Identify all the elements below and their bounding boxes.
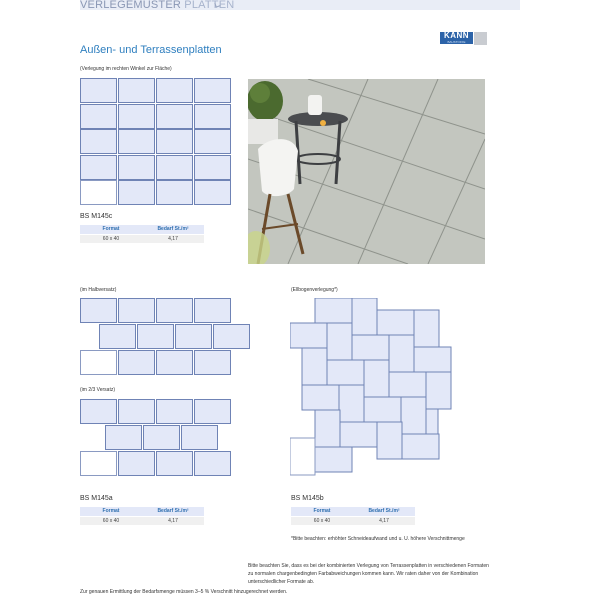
slab-tile: [156, 399, 193, 424]
herringbone-slab: [327, 323, 352, 360]
spec-header-bedarf: Bedarf St./m²: [142, 507, 204, 516]
slab-tile: [156, 180, 193, 205]
pattern3-grid: [80, 399, 232, 477]
slab-tile: [156, 104, 193, 129]
herringbone-slab: [426, 409, 438, 434]
pattern4-grid: [290, 298, 455, 478]
slab-tile: [80, 298, 117, 323]
herringbone-slab: [426, 372, 451, 409]
terrace-photo-illustration: [248, 79, 485, 264]
pattern2-grid: [80, 298, 250, 376]
slab-tile: [194, 399, 231, 424]
slab-tile: [194, 451, 231, 476]
slab-tile: [156, 451, 193, 476]
color-variation-note: Bitte beachten Sie, dass es bei der kombinierten Verlegung von Terrassenplatten in verschiedenen Formaten zu normalen chargenbedingten Farbabweichungen kommen kann. Wir raten daher von der Kombination unterschiedlicher Formate ab.: [248, 563, 489, 585]
cutting-hint: *Bitte beachten: erhöhter Schneideaufwand und u. U. höhere Verschnittmenge: [291, 536, 465, 542]
herringbone-slab: [290, 323, 327, 348]
slab-tile: [194, 155, 231, 180]
logo-text: KANN: [443, 31, 470, 40]
slab-tile: [156, 129, 193, 154]
slab-tile: [80, 399, 117, 424]
herringbone-slab: [352, 335, 389, 360]
slab-tile: [194, 129, 231, 154]
herringbone-slab: [327, 360, 364, 385]
slab-tile: [194, 298, 231, 323]
spec-header-bedarf: Bedarf St./m²: [142, 225, 204, 234]
spec-format-value: 60 x 40: [80, 516, 142, 525]
spec-header-format: Format: [80, 507, 142, 516]
pattern1-spec-table: [80, 225, 204, 243]
slab-tile: [118, 155, 155, 180]
spec-header-bedarf: Bedarf St./m²: [353, 507, 415, 516]
herringbone-slab: [315, 410, 340, 447]
herringbone-slab: [352, 298, 377, 335]
slab-tile: [80, 78, 117, 103]
spec-header-format: Format: [80, 225, 142, 234]
pattern4-note: (Ellbogenverlegung*): [291, 287, 338, 293]
pattern1-grid: [80, 78, 232, 206]
slab-tile: [118, 129, 155, 154]
page-title: Außen- und Terrassenplatten: [80, 44, 222, 56]
kann-logo: [440, 32, 473, 44]
herringbone-pattern: [290, 298, 455, 478]
slab-tile: [105, 425, 142, 450]
slab-tile: [118, 298, 155, 323]
slab-tile: [80, 104, 117, 129]
herringbone-slab: [364, 360, 389, 397]
header-title-dark: VERLEGEMUSTER: [80, 0, 182, 11]
spec-bedarf-value: 4,17: [353, 516, 415, 525]
cut-tile: [80, 451, 117, 476]
slab-tile: [194, 78, 231, 103]
pattern4-code: BS M145b: [291, 495, 324, 502]
herringbone-slab: [389, 372, 426, 397]
pattern1-note: (Verlegung im rechten Winkel zur Fläche): [80, 66, 172, 72]
herringbone-slab: [340, 422, 377, 447]
slab-tile: [194, 180, 231, 205]
herringbone-slab: [302, 385, 339, 410]
herringbone-slab: [315, 447, 352, 472]
herringbone-slab: [402, 434, 439, 459]
header-title: [80, 0, 234, 11]
slab-tile: [194, 104, 231, 129]
slab-tile: [80, 155, 117, 180]
herringbone-slab: [414, 347, 451, 372]
cut-tile: [80, 350, 117, 375]
logo-subtext: BAUSTOFFE: [447, 40, 466, 44]
herringbone-slab: [315, 298, 352, 323]
slab-tile: [156, 155, 193, 180]
pattern4-spec-table: [291, 507, 415, 525]
herringbone-slab: [401, 397, 426, 434]
slab-tile: [156, 350, 193, 375]
slab-tile: [143, 425, 180, 450]
slab-tile: [194, 350, 231, 375]
header-title-light: PLATTEN: [184, 0, 235, 11]
slab-tile: [118, 180, 155, 205]
pattern2-note: (im Halbversatz): [80, 287, 117, 293]
pattern3-code: BS M145a: [80, 495, 113, 502]
pattern1-code: BS M145c: [80, 213, 113, 220]
herringbone-slab: [364, 397, 401, 422]
herringbone-slab: [377, 422, 402, 459]
spec-format-value: 60 x 40: [80, 234, 142, 243]
slab-tile: [80, 129, 117, 154]
herringbone-slab: [302, 348, 327, 385]
waste-footer-note: Zur genauen Ermittlung der Bedarfsmenge müssen 3–5 % Verschnitt hinzugerechnet werden.: [80, 589, 288, 595]
herringbone-slab: [414, 310, 439, 347]
terrace-photo: [248, 79, 485, 264]
pattern3-spec-table: [80, 507, 204, 525]
logo-grey-square: [474, 32, 487, 45]
slab-tile: [118, 451, 155, 476]
spec-header-format: Format: [291, 507, 353, 516]
pattern3-note: (im 2/3 Versatz): [80, 387, 116, 393]
spec-bedarf-value: 4,17: [142, 234, 204, 243]
slab-tile: [213, 324, 250, 349]
herringbone-cut-tile: [290, 438, 315, 475]
herringbone-slab: [389, 335, 414, 372]
herringbone-slab: [377, 310, 414, 335]
slab-tile: [118, 78, 155, 103]
herringbone-slab: [339, 385, 364, 422]
slab-tile: [137, 324, 174, 349]
slab-tile: [175, 324, 212, 349]
slab-tile: [181, 425, 218, 450]
spec-bedarf-value: 4,17: [142, 516, 204, 525]
slab-tile: [118, 104, 155, 129]
spec-format-value: 60 x 40: [291, 516, 353, 525]
slab-tile: [118, 350, 155, 375]
slab-tile: [156, 78, 193, 103]
slab-tile: [118, 399, 155, 424]
cut-tile: [80, 180, 117, 205]
slab-tile: [99, 324, 136, 349]
slab-tile: [156, 298, 193, 323]
